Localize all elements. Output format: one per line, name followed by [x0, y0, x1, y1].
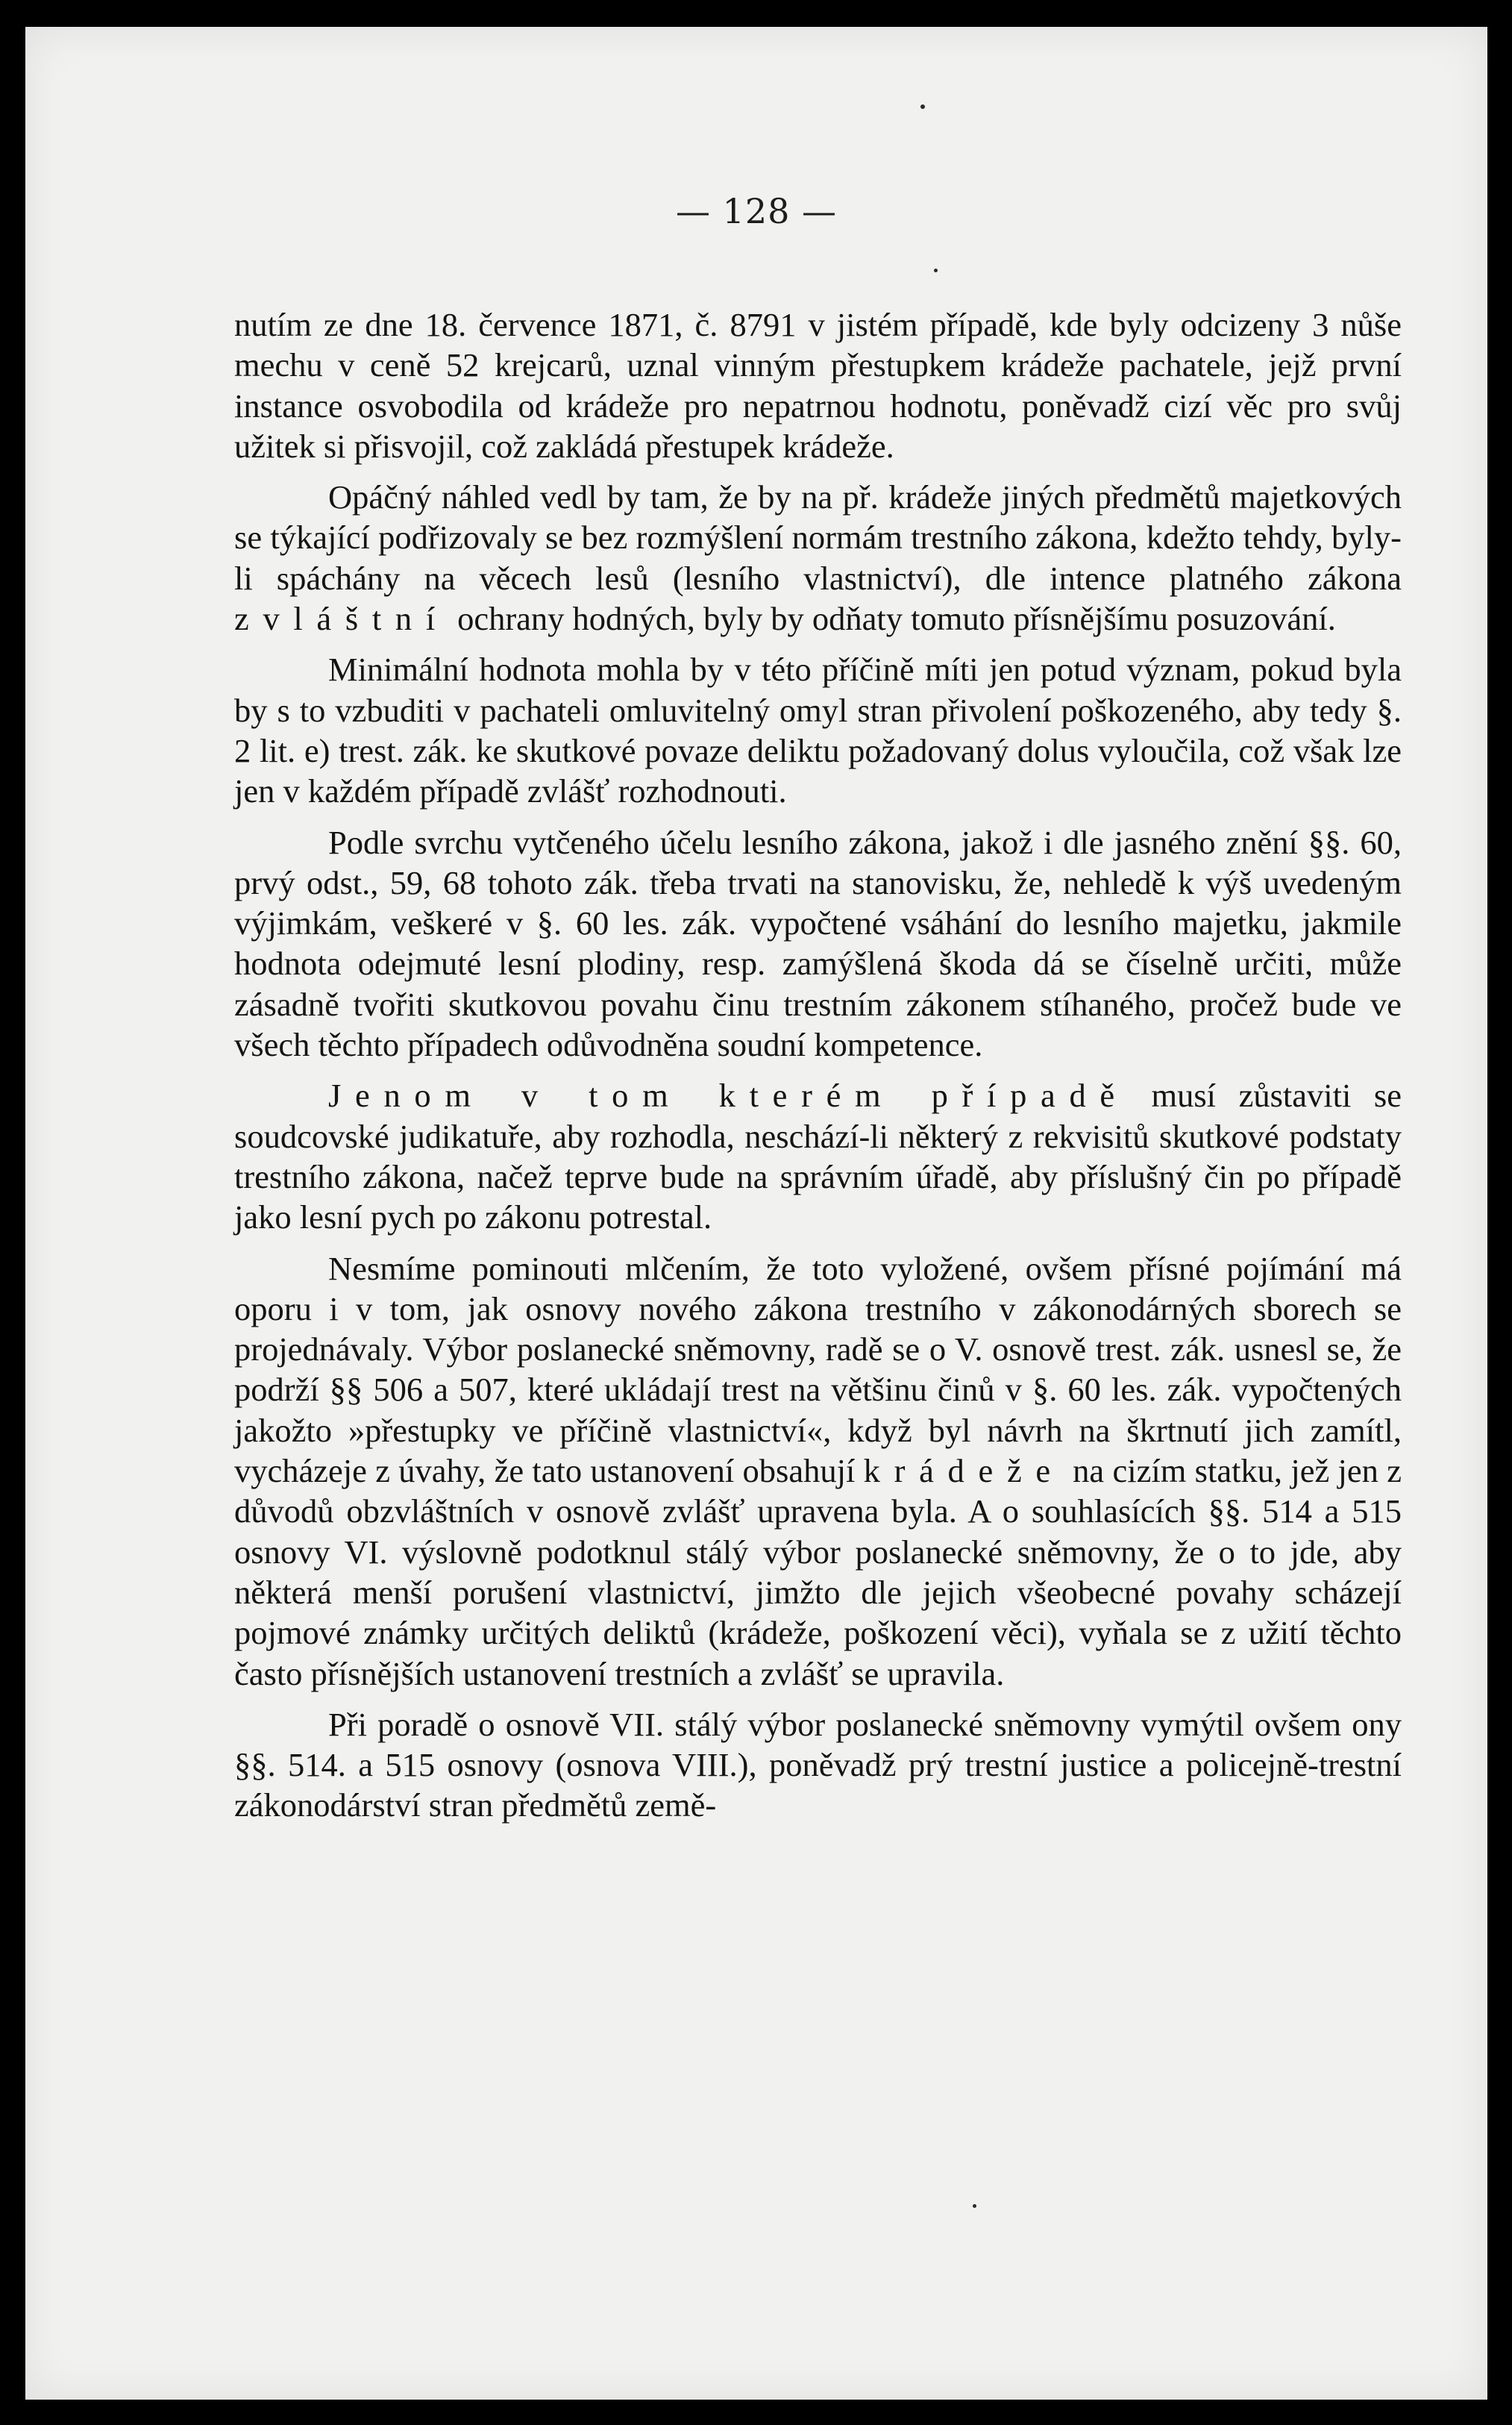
paragraph — [234, 1248, 1402, 1694]
paragraph — [234, 477, 1402, 639]
text-segment: na cizím statku, jež jen z důvodů obzvláštních v osnově zvlášť upravena byla. A o souhlasících §§. 514 a 515 osnovy VI. výslovně podotknul stálý výbor poslanecké sněmovny, že o to jde, aby některá menší porušení vlastnictví, jimžto dle jejich všeobecné povahy scházejí pojmové známky určitých deliktů (krádeže, poškození věci), vyňala se z užití těchto často přísnějších ustanovení trestních a zvlášť se upravila. — [234, 1452, 1402, 1692]
text-segment: ochrany hodných, byly by odňaty tomuto přísnějšímu posuzování. — [448, 600, 1336, 638]
emphasized-text: Jenom v tom kterém případě — [328, 1077, 1129, 1115]
emphasized-text: zvláštní — [234, 600, 449, 638]
text-segment: musí zůstaviti se soudcovské judikatuře, aby rozhodla, neschází-li některý z rekvisitů skutkové podstaty trestního zákona, načež teprve bude na správním úřadě, aby příslušný čin po případě jako lesní pych po zákonu potrestal. — [234, 1077, 1402, 1236]
text-segment: Minimální hodnota mohla by v této příčině míti jen potud význam, pokud byla by s to vzbuditi v pachateli omluvitelný omyl stran přivolení poškozeného, aby tedy §. 2 lit. e) trest. zák. ke skutkové povaze deliktu požadovaný dolus vyloučila, což však lze jen v každém případě zvlášť rozhodnouti. — [234, 651, 1402, 810]
paragraph — [234, 822, 1402, 1066]
text-segment: Podle svrchu vytčeného účelu lesního zákona, jakož i dle jasného znění §§. 60, prvý odst., 59, 68 tohoto zák. třeba trvati na stanovisku, že, nehledě k výš uvedeným výjimkám, veškeré v §. 60 les. zák. vypočtené vsáhání do lesního majetku, jakmile hodnota odejmuté lesní plodiny, resp. zamýšlená škoda dá se číselně určiti, může zásadně tvořiti skutkovou povahu činu trestním zákonem stíhaného, pročež bude ve všech těchto případech odůvodněna soudní kompetence. — [234, 823, 1402, 1064]
paragraph — [234, 1075, 1402, 1237]
paragraph — [234, 304, 1402, 466]
text-segment: Opáčný náhled vedl by tam, že by na př. krádeže jiných předmětů majetkových se týkající podřizovaly se bez rozmýšlení normám trestního zákona, kdežto tehdy, byly-li spáchány na věcech lesů (lesního vlastnictví), dle intence platného zákona — [234, 478, 1402, 597]
paragraph — [234, 1704, 1402, 1826]
text-segment: Při poradě o osnově VII. stálý výbor poslanecké sněmovny vymýtil ovšem ony §§. 514. a 515 osnovy (osnova VIII.), poněvadž prý trestní justice a policejně-trestní zákonodárství stran předmětů země- — [234, 1705, 1402, 1824]
paragraph — [234, 649, 1402, 811]
scan-speck — [973, 2204, 976, 2208]
text-segment: nutím ze dne 18. července 1871, č. 8791 v jistém případě, kde byly odcizeny 3 nůše mechu v ceně 52 krejcarů, uznal vinným přestupkem krádeže pachatele, jejž první instance osvobodila od krádeže pro nepatrnou hodnotu, poněvadž cizí věc pro svůj užitek si přisvojil, což zakládá přestupek krádeže. — [234, 306, 1402, 465]
scan-speck — [920, 104, 925, 109]
body-text — [234, 304, 1402, 1836]
page-number: — 128 — — [675, 191, 838, 231]
emphasized-text: krádeže — [863, 1452, 1064, 1490]
text-segment: Nesmíme pominouti mlčením, že toto vyložené, ovšem přísné pojímání má oporu i v tom, jak osnovy nového zákona trestního v zákonodárných sborech se projednávaly. Výbor poslanecké sněmovny, radě se o V. osnově trest. zák. usnesl se, že podrží §§ 506 a 507, které ukládají trest na většinu činů v §. 60 les. zák. vypočtených jakožto »přestupky ve příčině vlastnictví«, když byl návrh na škrtnutí jich zamítl, vycházeje z úvahy, že tato ustanovení obsahují — [234, 1249, 1402, 1490]
scanned-page — [25, 27, 1487, 2400]
scan-speck — [934, 269, 938, 272]
